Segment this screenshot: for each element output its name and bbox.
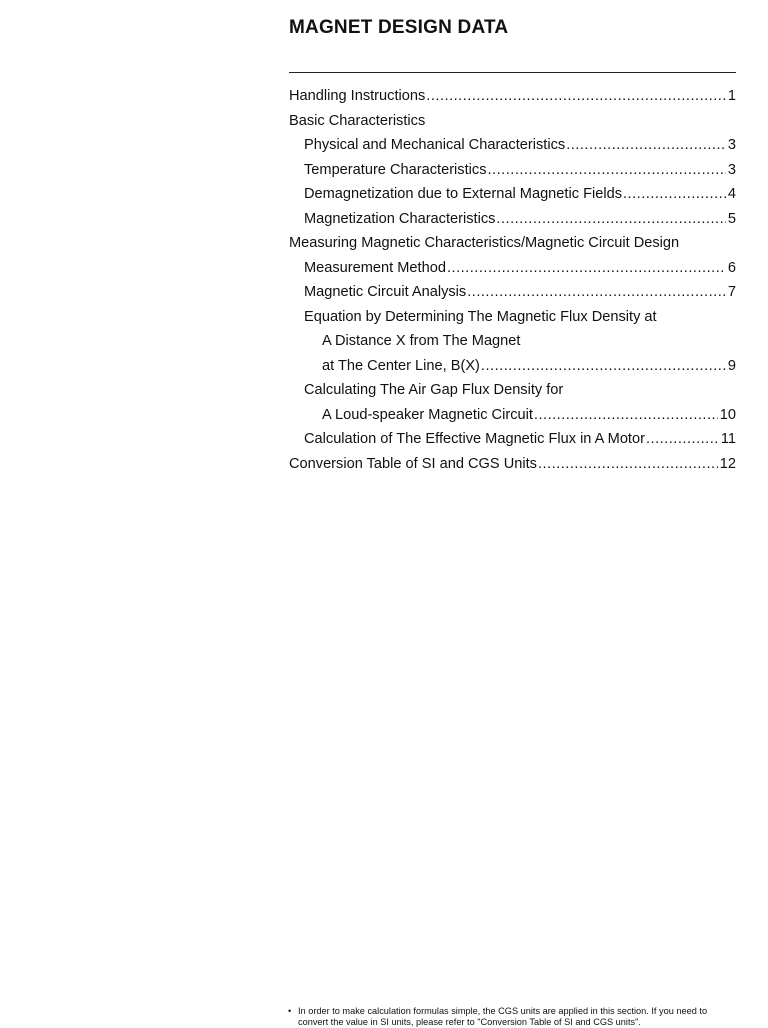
footnote	[288, 1006, 708, 1028]
toc-leader-dots	[481, 354, 726, 379]
toc-entry[interactable]	[289, 452, 736, 477]
toc-entry-label: Magnetic Circuit Analysis	[304, 284, 467, 300]
toc-entry[interactable]	[289, 182, 736, 207]
toc-entry[interactable]	[289, 84, 736, 109]
table-of-contents	[289, 84, 736, 476]
toc-entry-label: Measuring Magnetic Characteristics/Magnetic Circuit Design	[289, 235, 680, 251]
toc-leader-dots	[496, 207, 725, 232]
title-divider	[289, 72, 736, 73]
toc-entry-page: 3	[727, 137, 736, 153]
toc-entry-label: A Loud-speaker Magnetic Circuit	[322, 406, 533, 423]
toc-entry[interactable]	[289, 109, 736, 134]
toc-entry-page: 9	[727, 357, 736, 374]
toc-entry[interactable]	[289, 403, 736, 428]
toc-entry-page: 12	[719, 455, 736, 472]
toc-entry[interactable]	[289, 354, 736, 379]
toc-entry[interactable]	[289, 207, 736, 232]
toc-leader-dots	[623, 182, 726, 207]
toc-entry-label: A Distance X from The Magnet	[322, 333, 521, 349]
footnote-bullet: •	[288, 1006, 292, 1016]
toc-entry-page: 5	[727, 210, 736, 227]
toc-entry[interactable]	[289, 231, 736, 256]
toc-entry-page: 11	[720, 431, 736, 447]
toc-entry[interactable]	[289, 305, 736, 330]
toc-entry[interactable]	[289, 256, 736, 281]
toc-leader-dots	[566, 133, 726, 158]
toc-entry[interactable]	[289, 329, 736, 354]
toc-leader-dots	[538, 452, 718, 477]
toc-leader-dots	[467, 280, 726, 305]
toc-entry-page: 1	[727, 88, 736, 104]
toc-entry-label: Physical and Mechanical Characteristics	[304, 137, 566, 153]
toc-entry[interactable]	[289, 133, 736, 158]
toc-entry[interactable]	[289, 427, 736, 452]
toc-leader-dots	[426, 84, 726, 109]
toc-entry-label: Basic Characteristics	[289, 112, 426, 129]
toc-leader-dots	[646, 427, 719, 452]
toc-entry-label: Temperature Characteristics	[304, 161, 487, 178]
footnote-text: In order to make calculation formulas simple, the CGS units are applied in this section. If you need to convert the value in SI units, please refer to "Conversion Table of SI and CGS units".	[298, 1006, 708, 1027]
toc-entry[interactable]	[289, 280, 736, 305]
toc-entry-label: Magnetization Characteristics	[304, 210, 496, 227]
toc-entry-page: 4	[727, 186, 736, 202]
toc-entry-label: Equation by Determining The Magnetic Flux Density at	[304, 308, 657, 325]
toc-leader-dots	[488, 158, 726, 183]
toc-leader-dots	[447, 256, 726, 281]
toc-entry-label: Demagnetization due to External Magnetic Fields	[304, 186, 622, 202]
toc-entry-label: Measurement Method	[304, 259, 446, 276]
toc-entry-page: 6	[727, 259, 736, 276]
toc-entry-label: Conversion Table of SI and CGS Units	[289, 455, 537, 472]
toc-entry[interactable]	[289, 378, 736, 403]
toc-entry-label: Handling Instructions	[289, 88, 426, 104]
toc-leader-dots	[534, 403, 718, 428]
toc-entry-page: 7	[727, 284, 736, 300]
toc-entry-label: Calculating The Air Gap Flux Density for	[304, 382, 564, 398]
page-title: MAGNET DESIGN DATA	[289, 17, 509, 38]
toc-entry-label: at The Center Line, B(X)	[322, 357, 480, 374]
toc-entry-label: Calculation of The Effective Magnetic Flux in A Motor	[304, 431, 645, 447]
toc-entry-page: 10	[719, 406, 736, 423]
toc-entry[interactable]	[289, 158, 736, 183]
toc-entry-page: 3	[727, 161, 736, 178]
